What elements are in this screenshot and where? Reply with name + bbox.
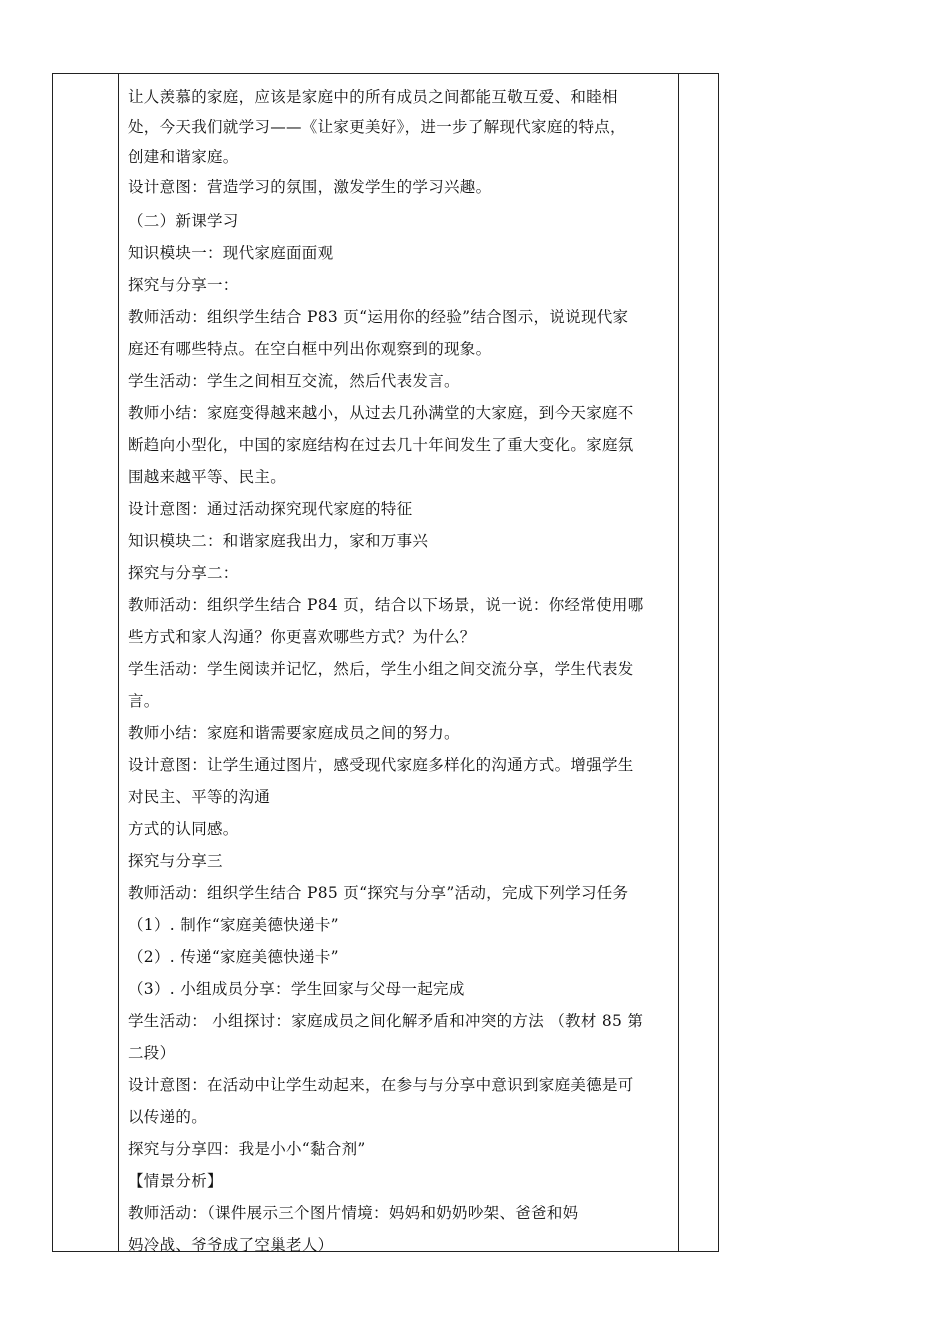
text-line: 断趋向小型化，中国的家庭结构在过去几十年间发生了重大变化。家庭氛 [128,436,634,454]
text-line: 以传递的。 [128,1108,208,1126]
text-line: 【情景分析】 [128,1172,223,1190]
module-heading: 知识模块二：和谐家庭我出力，家和万事兴 [128,532,429,550]
text-line: 教师活动：组织学生结合 P84 页，结合以下场景，说一说：你经常使用哪 [128,596,644,614]
text-line: 教师活动：组织学生结合 P85 页“探究与分享”活动，完成下列学习任务 [128,884,629,902]
text-line: 设计意图：在活动中让学生动起来，在参与与分享中意识到家庭美德是可 [128,1076,634,1094]
text-line: 庭还有哪些特点。在空白框中列出你观察到的现象。 [128,340,492,358]
text-line: 教师活动：（课件展示三个图片情境：妈妈和奶奶吵架、爸爸和妈 [128,1204,579,1222]
task-item: （1）. 制作“家庭美德快递卡” [128,916,339,934]
column-divider-right [678,74,679,1251]
text-line: 创建和谐家庭。 [128,148,239,166]
module-heading: 知识模块一：现代家庭面面观 [128,244,334,262]
text-line: 处，今天我们就学习——《让家更美好》，进一步了解现代家庭的特点， [128,118,626,136]
task-item: （3）. 小组成员分享：学生回家与父母一起完成 [128,980,465,998]
text-line: 言。 [128,692,160,710]
text-line: 探究与分享三 [128,852,223,870]
text-line: 妈冷战、爷爷成了空巢老人） [128,1236,334,1254]
text-line: 学生活动：学生阅读并记忆，然后，学生小组之间交流分享，学生代表发 [128,660,634,678]
text-line: 设计意图：通过活动探究现代家庭的特征 [128,500,413,518]
text-line: 学生活动：学生之间相互交流，然后代表发言。 [128,372,460,390]
text-line: 探究与分享二： [128,564,239,582]
text-line: 探究与分享四：我是小小“黏合剂” [128,1140,366,1158]
text-line: 教师小结：家庭变得越来越小，从过去几孙满堂的大家庭，到今天家庭不 [128,404,634,422]
text-line: 对民主、平等的沟通 [128,788,271,806]
text-line: 二段） [128,1044,176,1062]
text-line: 设计意图：让学生通过图片，感受现代家庭多样化的沟通方式。增强学生 [128,756,634,774]
text-line: 方式的认同感。 [128,820,239,838]
column-divider-left [118,74,119,1251]
task-item: （2）. 传递“家庭美德快递卡” [128,948,339,966]
text-line: 教师小结：家庭和谐需要家庭成员之间的努力。 [128,724,460,742]
text-line: 探究与分享一： [128,276,239,294]
text-line: 设计意图：营造学习的氛围，激发学生的学习兴趣。 [128,178,492,196]
text-line: 围越来越平等、民主。 [128,468,287,486]
text-line: 些方式和家人沟通？你更喜欢哪些方式？为什么？ [128,628,476,646]
text-line: 学生活动： 小组探讨：家庭成员之间化解矛盾和冲突的方法 （教材 85 第 [128,1012,644,1030]
text-line: 教师活动：组织学生结合 P83 页“运用你的经验”结合图示，说说现代家 [128,308,629,326]
text-line: 让人羡慕的家庭，应该是家庭中的所有成员之间都能互敬互爱、和睦相 [128,88,618,106]
section-heading: （二）新课学习 [128,212,239,230]
lesson-content [128,82,678,1261]
